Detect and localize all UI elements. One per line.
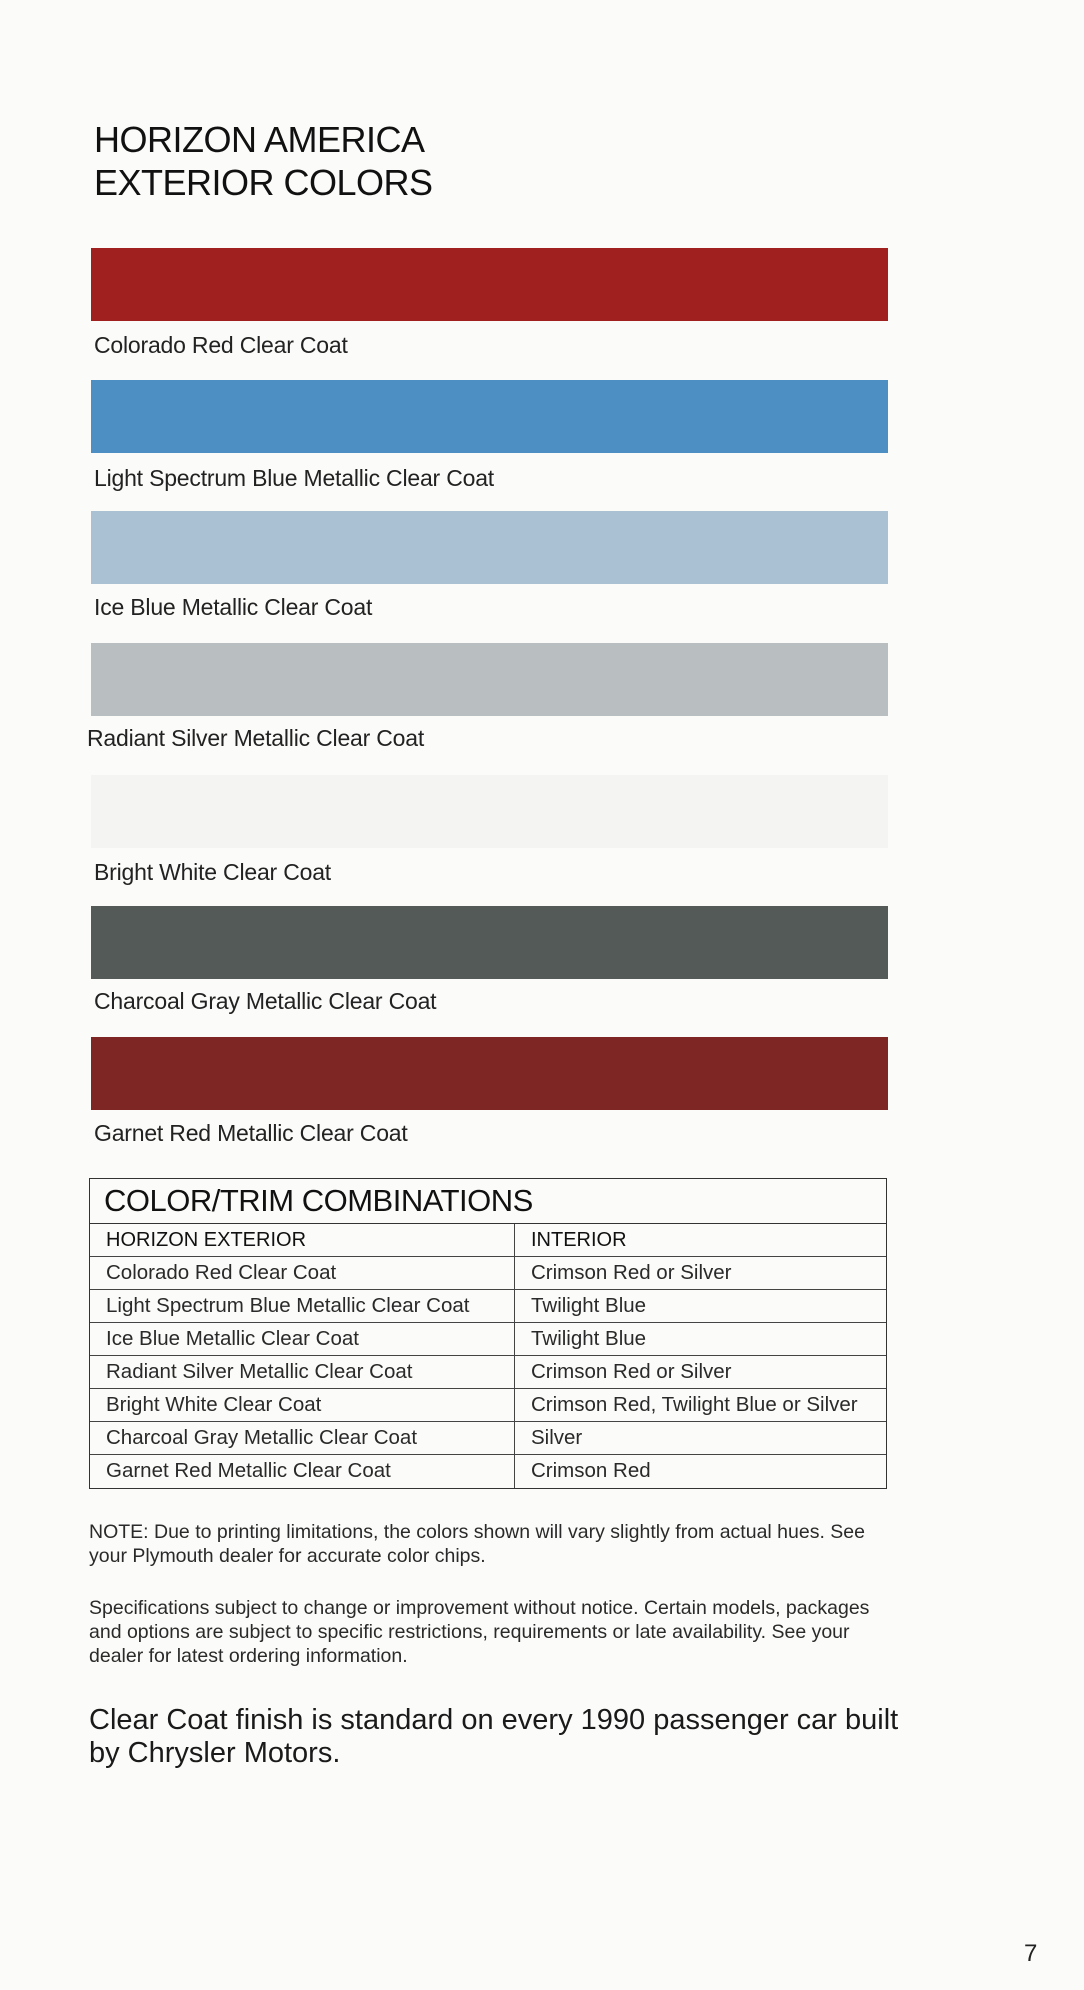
exterior-cell: Garnet Red Metallic Clear Coat [90, 1455, 515, 1488]
table-row [90, 1257, 886, 1290]
exterior-cell: Colorado Red Clear Coat [90, 1257, 515, 1289]
page-number: 7 [1024, 1940, 1038, 1967]
exterior-cell: Radiant Silver Metallic Clear Coat [90, 1356, 515, 1388]
column-header-interior: INTERIOR [531, 1229, 627, 1251]
color-label: Charcoal Gray Metallic Clear Coat [94, 988, 437, 1014]
page-title [94, 118, 433, 204]
table-row [90, 1356, 886, 1389]
color-label: Radiant Silver Metallic Clear Coat [87, 725, 425, 751]
table-row [90, 1389, 886, 1422]
specifications-note: Specifications subject to change or improvement without notice. Certain models, packages and options are subject to specific restrictions, requirements or late availability. See your dealer for latest ordering information. [89, 1597, 870, 1667]
color-label: Garnet Red Metallic Clear Coat [94, 1120, 408, 1146]
interior-cell: Silver [531, 1426, 583, 1449]
interior-cell: Crimson Red or Silver [531, 1261, 732, 1284]
color-swatch-radiant-silver [91, 643, 888, 716]
clear-coat-statement: Clear Coat finish is standard on every 1990 passenger car built by Chrysler Motors. [89, 1704, 899, 1769]
page-title-line-2: EXTERIOR COLORS [94, 162, 433, 203]
color-label: Bright White Clear Coat [94, 859, 331, 885]
exterior-cell: Light Spectrum Blue Metallic Clear Coat [90, 1290, 515, 1322]
interior-cell: Twilight Blue [531, 1327, 647, 1350]
exterior-cell: Ice Blue Metallic Clear Coat [90, 1323, 515, 1355]
exterior-cell: Charcoal Gray Metallic Clear Coat [90, 1422, 515, 1454]
color-swatch-bright-white [91, 775, 888, 848]
table-row [90, 1422, 886, 1455]
column-header-exterior: HORIZON EXTERIOR [90, 1224, 515, 1256]
interior-cell: Crimson Red or Silver [531, 1360, 732, 1383]
color-label: Colorado Red Clear Coat [94, 332, 348, 358]
color-trim-combinations-table [89, 1178, 887, 1489]
page-title-line-1: HORIZON AMERICA [94, 119, 425, 160]
color-swatch-charcoal-gray [91, 906, 888, 979]
color-label: Light Spectrum Blue Metallic Clear Coat [94, 465, 494, 491]
printing-note: NOTE: Due to printing limitations, the colors shown will vary slightly from actual hues. See your Plymouth dealer for accurate color chips. [89, 1521, 865, 1567]
table-row [90, 1323, 886, 1356]
interior-cell: Crimson Red, Twilight Blue or Silver [531, 1393, 858, 1416]
table-header-row [90, 1224, 886, 1257]
table-row [90, 1455, 886, 1488]
table-row [90, 1290, 886, 1323]
color-swatch-colorado-red [91, 248, 888, 321]
color-swatch-light-spectrum-blue [91, 380, 888, 453]
color-swatch-garnet-red [91, 1037, 888, 1110]
interior-cell: Crimson Red [531, 1459, 651, 1482]
exterior-cell: Bright White Clear Coat [90, 1389, 515, 1421]
color-swatch-ice-blue [91, 511, 888, 584]
color-label: Ice Blue Metallic Clear Coat [94, 594, 373, 620]
table-title: COLOR/TRIM COMBINATIONS [90, 1179, 886, 1224]
interior-cell: Twilight Blue [531, 1294, 647, 1317]
